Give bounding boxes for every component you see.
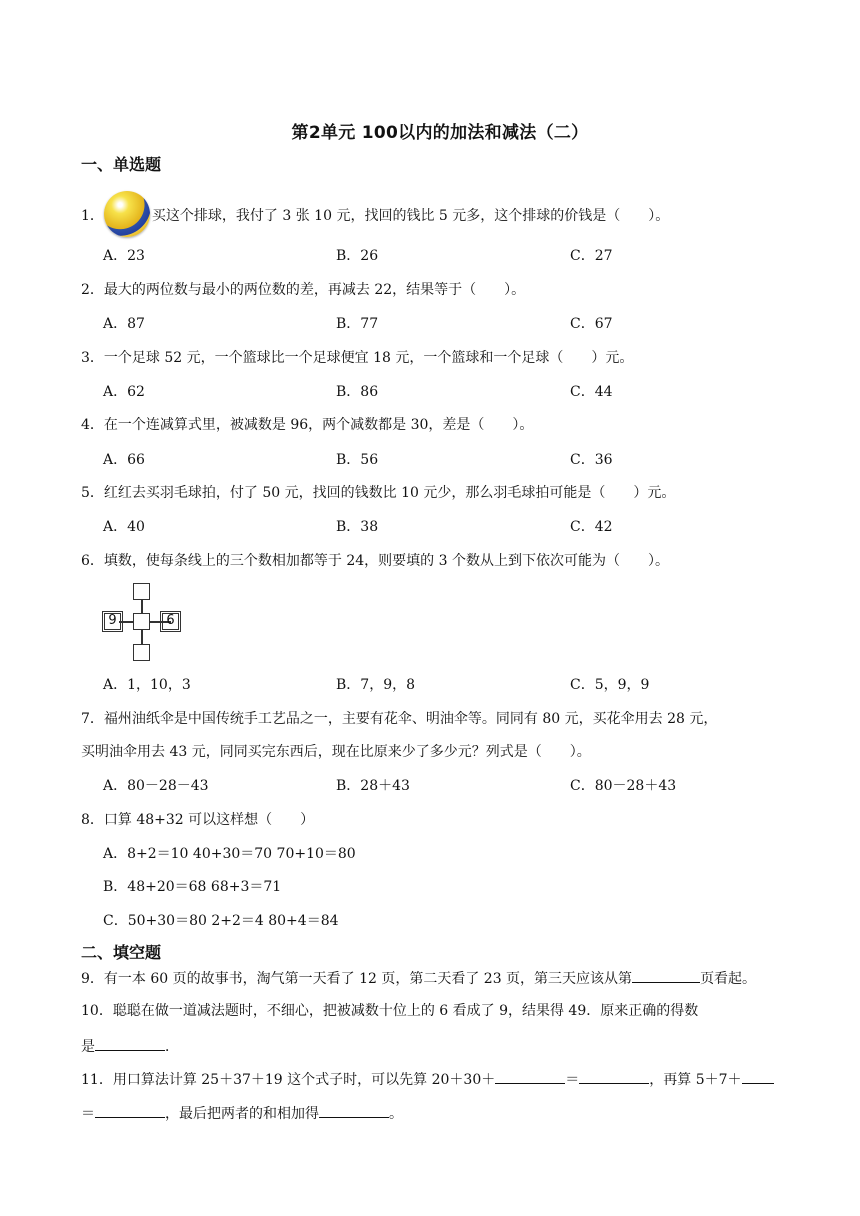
question-11-blank-1[interactable] [495,1069,565,1084]
question-1-option-a[interactable]: A．23 [103,248,145,264]
question-4-option-b[interactable]: B．56 [336,452,379,468]
top-blank-box[interactable] [133,583,150,600]
question-4-option-c[interactable]: C．36 [570,452,613,468]
question-2-text: 2．最大的两位数与最小的两位数的差，再减去 22，结果等于（ ）。 [81,282,526,298]
question-5-option-a[interactable]: A．40 [103,519,145,535]
question-11-line2 [81,1103,403,1124]
question-10-suffix: ． [165,1039,179,1055]
number-cross-diagram [103,583,183,665]
question-2-option-b[interactable]: B．77 [336,316,379,332]
right-number-box: 6 [162,613,179,630]
question-7-text-line2: 买明油伞用去 43 元，同同买完东西后，现在比原来少了多少元？列式是（ ）。 [81,744,591,760]
left-number-box: 9 [104,613,121,630]
question-2-option-c[interactable]: C．67 [570,316,613,332]
question-11-blank-3[interactable] [742,1069,774,1084]
page-title: 第2单元 100以内的加法和减法（二） [291,123,589,143]
question-11-text-d: ＝ [81,1106,95,1122]
question-11-blank-2[interactable] [579,1069,649,1084]
question-11-text-b: ＝ [565,1072,580,1088]
question-10-text-line1: 10．聪聪在做一道减法题时，不细心，把被减数十位上的 6 看成了 9，结果得 49．原来正确的得数 [81,1003,699,1019]
question-6-option-b[interactable]: B．7，9，8 [336,677,416,693]
question-11-blank-4[interactable] [95,1103,165,1118]
question-11-blank-5[interactable] [319,1103,389,1118]
question-8-option-a[interactable]: A．8+2＝10 40+30＝70 70+10＝80 [103,846,356,862]
section-heading-single-choice: 一、单选题 [81,155,162,174]
question-1-number: 1． [81,208,104,224]
bottom-blank-box[interactable] [133,644,150,661]
question-4-text: 4．在一个连减算式里，被减数是 96，两个减数都是 30，差是（ ）。 [81,417,534,433]
question-3-option-b[interactable]: B．86 [336,384,379,400]
question-11-text-c: ，再算 5＋7＋ [649,1072,742,1088]
question-1-option-b[interactable]: B．26 [336,248,379,264]
question-8-option-b[interactable]: B．48+20＝68 68+3＝71 [103,879,282,895]
question-9-text: 9．有一本 60 页的故事书，淘气第一天看了 12 页，第二天看了 23 页，第三天应该从第 [81,971,633,987]
question-7-option-c[interactable]: C．80－28＋43 [570,778,677,794]
question-6-option-a[interactable]: A．1，10，3 [103,677,191,693]
center-blank-box[interactable] [133,613,150,630]
question-5-text: 5．红红去买羽毛球拍，付了 50 元，找回的钱数比 10 元少，那么羽毛球拍可能是（ ）元。 [81,485,676,501]
question-9-answer-blank[interactable] [632,968,700,983]
volleyball-icon [104,191,150,237]
question-7-option-a[interactable]: A．80－28－43 [103,778,209,794]
question-11-text-a: 11．用口算法计算 25＋37＋19 这个式子时，可以先算 20＋30＋ [81,1072,496,1088]
question-10-line2 [81,1036,179,1057]
question-9-tail: 页看起。 [700,971,757,987]
question-5-option-c[interactable]: C．42 [570,519,613,535]
question-11-text-f: 。 [389,1106,403,1122]
question-11-text-e: ，最后把两者的和相加得 [165,1106,319,1122]
question-1-option-c[interactable]: C．27 [570,248,613,264]
question-1-text: 买这个排球，我付了 3 张 10 元，找回的钱比 5 元多，这个排球的价钱是（ ）。 [151,208,670,224]
question-9 [81,968,756,989]
question-2-option-a[interactable]: A．87 [103,316,145,332]
question-10-prefix: 是 [81,1039,95,1055]
question-8-option-c[interactable]: C．50+30＝80 2+2＝4 80+4＝84 [103,913,339,929]
section-heading-fill-in: 二、填空题 [81,943,162,962]
question-7-option-b[interactable]: B．28＋43 [336,778,410,794]
question-7-text-line1: 7．福州油纸伞是中国传统手工艺品之一，主要有花伞、明油伞等。同同有 80 元，买花伞用去 28 元， [81,711,718,727]
question-3-option-a[interactable]: A．62 [103,384,145,400]
question-4-option-a[interactable]: A．66 [103,452,145,468]
question-8-text: 8．口算 48+32 可以这样想（ ） [81,812,315,828]
question-6-option-c[interactable]: C．5，9，9 [570,677,650,693]
question-5-option-b[interactable]: B．38 [336,519,379,535]
question-3-option-c[interactable]: C．44 [570,384,613,400]
question-10-answer-blank[interactable] [95,1036,165,1051]
question-1 [81,193,669,239]
question-3-text: 3．一个足球 52 元，一个篮球比一个足球便宜 18 元，一个篮球和一个足球（ ）元。 [81,350,634,366]
question-6-text: 6．填数，使每条线上的三个数相加都等于 24，则要填的 3 个数从上到下依次可能为（ ）。 [81,553,669,569]
question-11-line1 [81,1069,774,1090]
